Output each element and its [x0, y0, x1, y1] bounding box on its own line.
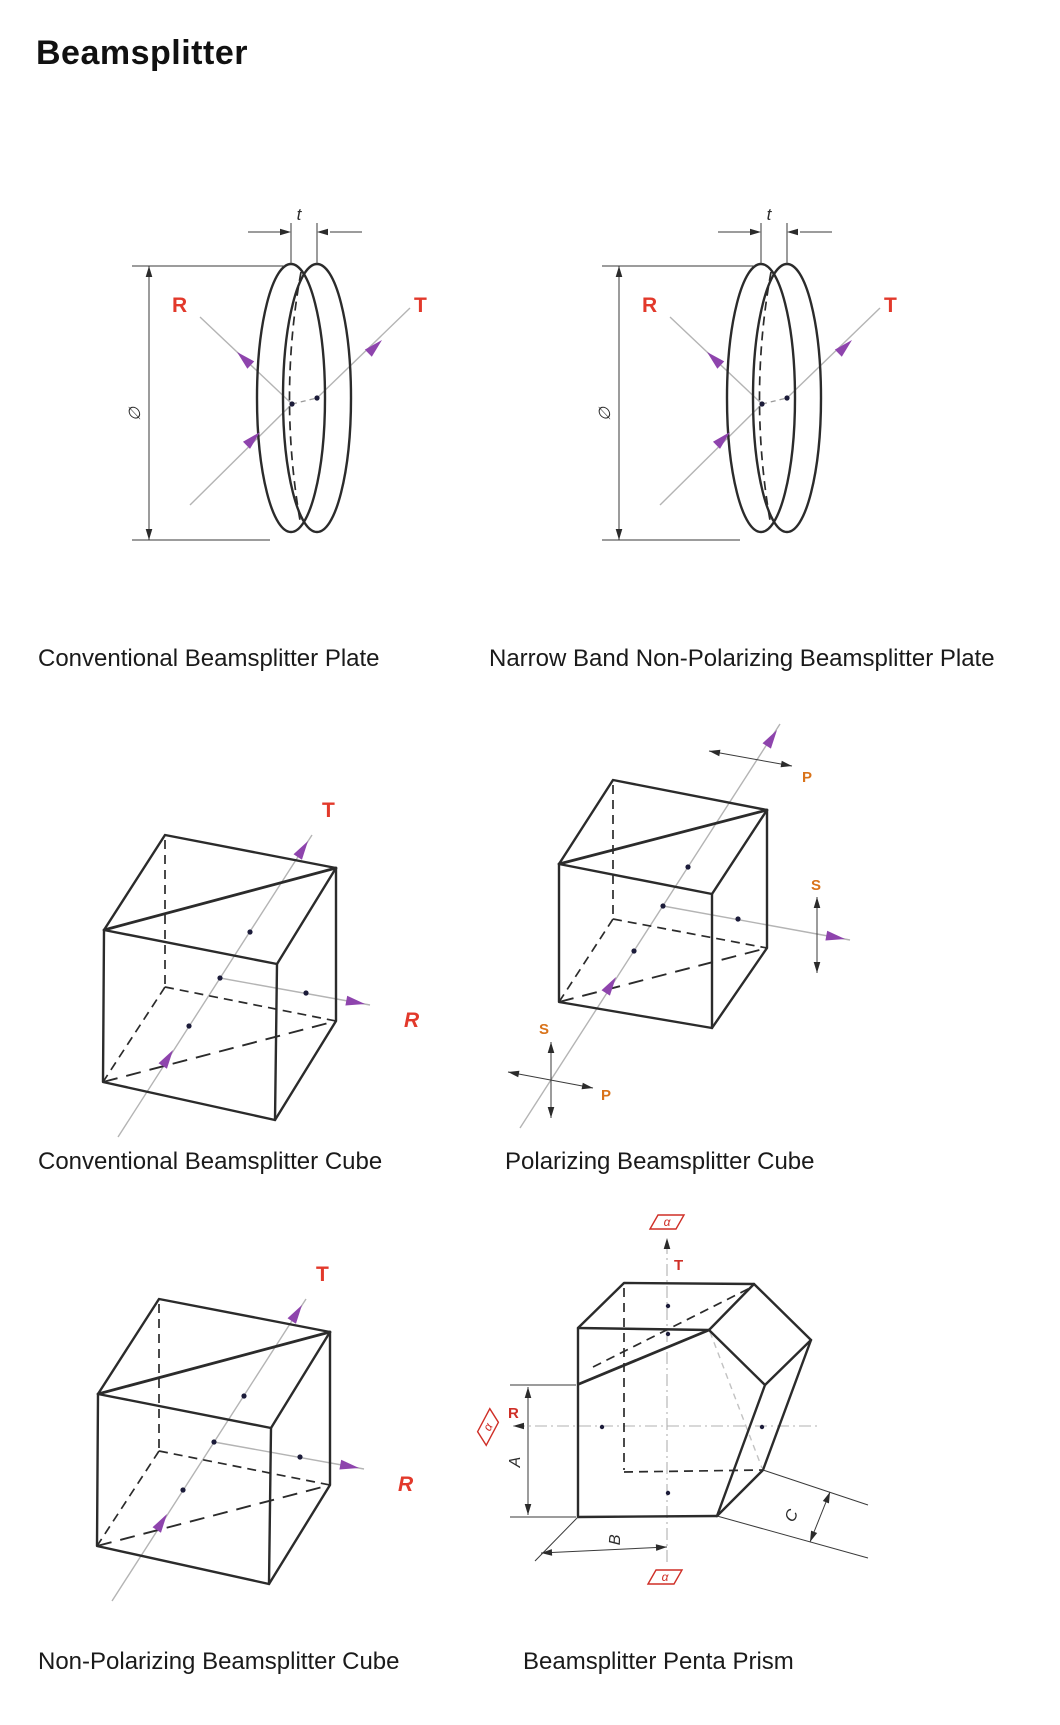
transmitted-label: T — [884, 294, 897, 317]
polarizing-beam-paths — [520, 724, 850, 1128]
diagram-penta-prism — [440, 1180, 870, 1620]
caption-plate-conventional: Conventional Beamsplitter Plate — [38, 645, 380, 672]
surface-mark-top — [650, 1215, 684, 1229]
diameter-label: ∅ — [127, 407, 144, 421]
dimension-b — [535, 1517, 667, 1561]
dim-a-label: A — [507, 1456, 524, 1468]
dim-b-label: B — [606, 1533, 625, 1546]
penta-hidden-edges — [593, 1288, 763, 1472]
page-title: Beamsplitter — [36, 34, 248, 72]
diagram-polarizing-cube — [455, 690, 875, 1145]
diagram-non-polarizing-cube — [79, 1254, 439, 1614]
p-polarization-label: P — [802, 769, 813, 786]
input-polarization-cross — [507, 1021, 611, 1118]
transmitted-label: T — [322, 799, 335, 822]
thickness-label: t — [766, 205, 772, 224]
dimension-c — [717, 1470, 868, 1558]
caption-cube-non-polarizing: Non-Polarizing Beamsplitter Cube — [38, 1648, 400, 1675]
caption-cube-polarizing: Polarizing Beamsplitter Cube — [505, 1148, 815, 1175]
reflected-label: R — [398, 1473, 414, 1496]
diagram-conventional-cube — [85, 790, 445, 1145]
transmitted-label: T — [414, 294, 427, 317]
thickness-label: t — [296, 205, 302, 224]
reflected-label: R — [404, 1009, 420, 1032]
reflected-label: R — [508, 1405, 519, 1422]
surface-mark-bottom — [648, 1570, 682, 1584]
p-polarization-label: P — [601, 1087, 612, 1104]
diameter-label: ∅ — [597, 407, 614, 421]
reflected-label: R — [172, 294, 188, 317]
reflected-label: R — [642, 294, 658, 317]
reflected-s-indicator — [811, 877, 821, 973]
diagram-conventional-plate — [120, 200, 450, 550]
surface-mark-glyph: α — [661, 1570, 669, 1584]
s-polarization-label: S — [811, 877, 822, 894]
caption-penta-prism: Beamsplitter Penta Prism — [523, 1648, 794, 1675]
surface-mark-left — [474, 1409, 502, 1446]
caption-plate-narrow-band: Narrow Band Non-Polarizing Beamsplitter Plate — [489, 645, 995, 672]
surface-mark-glyph: α — [663, 1215, 671, 1229]
dim-c-label: C — [781, 1506, 803, 1525]
transmitted-label: T — [674, 1257, 684, 1274]
s-polarization-label: S — [538, 1021, 550, 1038]
diagram-narrow-band-plate — [590, 200, 920, 550]
transmitted-label: T — [316, 1263, 329, 1286]
surface-mark-glyph: α — [480, 1420, 496, 1434]
penta-prism-edges — [578, 1283, 811, 1517]
caption-cube-conventional: Conventional Beamsplitter Cube — [38, 1148, 383, 1175]
